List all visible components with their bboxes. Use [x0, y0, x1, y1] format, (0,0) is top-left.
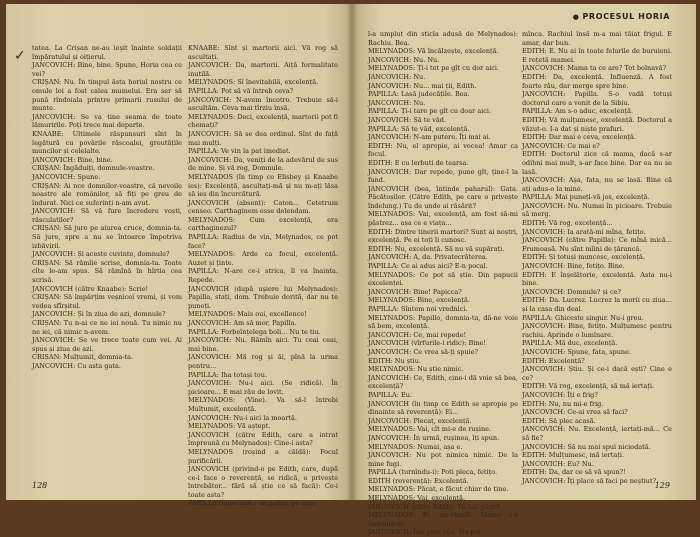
dialogue-line: PAPILLA: Să te văd, excelență.	[368, 124, 470, 133]
dialogue-line: JANCOVICH: Nu-i aici la moartă.	[188, 413, 297, 422]
dialogue-line: mînca. Rachiul însă m-a mai tăiat frigul. E amar, dar bun.	[522, 30, 672, 47]
dialogue-line: JANCOVICH: Bine! Papicca?	[368, 287, 462, 296]
dialogue-line: JANCOVICH: Nu. Rămîn aici. Tu ceai ceai, mai bine.	[188, 336, 338, 353]
right-column-2	[522, 30, 672, 485]
dialogue-line: PAPILLA: Eu.	[368, 390, 412, 399]
dialogue-line: MELYNADOS: Deci, excelență, martorii pot fi chemați?	[188, 112, 338, 130]
right-page	[352, 4, 696, 537]
dialogue-line: MELYNADOS: Vai, cît mi-e de rușine.	[368, 425, 492, 434]
dialogue-line: CRIȘAN: Mulțumit, domnia-ta.	[32, 353, 134, 362]
dialogue-line: JANCOVICH: Plecaț, excelență.	[368, 416, 472, 425]
dialogue-line: MELYNADOS: Arde ca focul, excelență. Auzet și ținte.	[188, 250, 338, 267]
dialogue-line: JANCOVICH: Nu-i aici. (Se ridică). În picioare... E mai rău de lovit.	[188, 379, 338, 396]
dialogue-line: JANCOVICH: Dar repede, pune gît, ține-l la fund.	[368, 167, 518, 185]
dialogue-line: MELYNADOS: Ei, excelență. Mama s-a îmbolnăvit.	[368, 511, 518, 528]
dialogue-line: EDITH: Da, dar ce să vă spun?!	[522, 468, 626, 477]
dialogue-line: EDITH: Da, excelență. Influenză. A fost foarte rău, dar merge spre bine.	[522, 72, 672, 90]
dialogue-line: JANCOVICH: Știu. Și ce-i dacă ești? Cine e ce?	[522, 365, 672, 382]
dialogue-line: JANCOVICH: Nu.	[368, 98, 426, 107]
dialogue-line: JANCOVICH: N-avem încotro. Trebuie să-i ascultăm. Ceva mai tîrziu însă.	[188, 95, 338, 113]
dialogue-line: JANCOVICH: Mă rog și ăi, pînă la urma pentru...	[188, 353, 338, 370]
dialogue-line: EDITH: Nu, nu mi-e frig.	[522, 399, 604, 408]
dialogue-line: PAPILLA: Am s-o aduc, excelență.	[522, 107, 634, 116]
dialogue-line: JANCOVICH: Și în ziua de azi, domnule?	[32, 310, 166, 319]
dialogue-line: JANCOVICH: Se ve trece toate cum vei. Ai spus și ziua de azi.	[32, 336, 182, 353]
dialogue-line: JANCOVICH: Eu? Nu.	[522, 459, 594, 468]
dialogue-line: EDITH: E înșelătorie, excelență. Asta nu-i bine.	[522, 270, 672, 288]
dialogue-line: JANCOVICH: Ia arată-mi mîna, fetițo.	[522, 227, 646, 236]
dialogue-line: l-a umplut din sticla adusă de Melynados): Rachiu. Bea.	[368, 30, 518, 47]
dialogue-line: JANCOVICH (bea, întinde paharul): Gata. Păcătoșilor. (Către Edith, pe care o privește îndelung.) Tu de unde ai răsărit?	[368, 184, 518, 210]
dialogue-line: JANCOVICH: Cu asta gata.	[32, 361, 121, 370]
dialogue-line: EDITH: Să plec acasă.	[522, 416, 596, 425]
dialogue-line: MELYNADOS: Vai, excelență.	[368, 494, 466, 503]
dialogue-line: PAPILLA: Pot să vă întreb ceva?	[188, 86, 294, 95]
dialogue-line: PAPILLA: Ce ai adus aici? E-n pocal.	[368, 262, 488, 271]
dialogue-line: MELYNADOS: Sî înevitabilă, excelență.	[188, 78, 319, 87]
dialogue-line: PAPILLA: Radius de vin, Melynados, ce pot face?	[188, 233, 338, 250]
dialogue-line: MELYNADOS: (Vine). Va să-l întrebi Mulțumit, excelență.	[188, 396, 338, 413]
dialogue-line: JANCOVICH: Bine, bine.	[32, 155, 113, 164]
dialogue-line: EDITH (reverență): Excelență.	[368, 476, 469, 485]
dialogue-line: JANCOVICH: Ce, mai repede!	[368, 330, 467, 339]
right-column-1	[368, 30, 518, 537]
dialogue-line: MELYNADOS: Mais oui, excellence!	[188, 310, 307, 319]
dialogue-line: JANCOVICH: Se va tine seama de toate lămuririle. Poți trece mai departe.	[32, 112, 182, 130]
dialogue-line: JANCOVICH: În urmă, rușinea, îți spun.	[368, 433, 500, 442]
dialogue-line: KNAABE: Ultimele răspunsuri sînt în legătură cu povările răscoalei, greutățile muncilor și celelalte.	[32, 129, 182, 156]
dialogue-line: JANCOVICH: Nu... mai ții, Edith.	[368, 81, 477, 90]
dialogue-line: JANCOVICH (în timp ce Edith se apropie pe dinainte să reverență): Ei...	[368, 399, 518, 417]
dialogue-line: EDITH: Și totuși muncesc, excelență.	[522, 253, 645, 262]
dialogue-line: MELYNADOS: Păcat, e făcut chiar de tine.	[368, 485, 509, 494]
dialogue-line: JANCOVICH: Și aceste cuvinte, domnule?	[32, 250, 170, 259]
dialogue-line: PAPILLA: Ți-i tare pe gît cu doar aici.	[368, 107, 492, 116]
dialogue-line: JANCOVICH (după ușiere lui Melynados): Papilla, stați, dom. Trebuie dorită, dar nu te puneți.	[188, 284, 338, 310]
left-page	[6, 4, 352, 508]
dialogue-line: JANCOVICH: Așa, fata, nu se lasă. Bine că ați adus-o la mine.	[522, 176, 672, 193]
dialogue-line: JANCOVICH: Îmi pare rău. Nu pot	[368, 528, 482, 537]
dialogue-line: EDITH: E. Nu ai în toate felurile de buruieni. E rețetă mamei.	[522, 47, 672, 64]
dialogue-line: EDITH: Nu, excelență. Să nu vă supărați.	[368, 244, 505, 253]
dialogue-line: JANCOVICH (către Knaabe): Scrie!	[32, 284, 149, 293]
dialogue-line: JANCOVICH (privind-o pe Edith, care, după ce-i face o reverență, se ridică, o privește întrebător... fără să știe ce să facă): Ce-i toate asta?	[188, 465, 338, 499]
running-head-text: PROCESUL HORIA	[582, 12, 670, 21]
dialogue-line: JANCOVICH (vîrfurile-i ridic): Bine!	[368, 339, 486, 348]
dialogue-line: CRIȘAN: Tu n-ai ce ne iei nouă. Tu nimic nu ne iei, că nimic n-avem.	[32, 319, 182, 336]
dialogue-line: EDITH: Dar mai e ceva, excelență.	[522, 133, 636, 142]
dialogue-line: MELYNADOS: Cum excelență, era carthaginezul?	[188, 215, 338, 233]
dialogue-line: MELYNADOS: Ți-i tot pe gît cu dor aici.	[368, 64, 500, 73]
dialogue-line: JANCOVICH: Ce-ai vrea să faci?	[522, 408, 628, 417]
bullet-icon: ●	[572, 13, 580, 21]
dialogue-line: EDITH: Vă rog, excelență...	[522, 219, 613, 228]
dialogue-line: JANCOVICH (către Papilla): Ce mînă mică... Frumoasă. Nu sînt mîini de țărancă.	[522, 236, 672, 253]
dialogue-line: CRIȘAN: Să împărțim veșnicei vremi, și vom vedea sfîrșitul.	[32, 293, 182, 310]
dialogue-line: PAPILLA: Ghiceste singur. Nu-i greu.	[522, 313, 644, 322]
dialogue-line: MELYNADOS: Bine, excelență.	[368, 296, 470, 305]
dialogue-line: EDITH: E cu lerbuti de tearsa.	[368, 158, 469, 167]
book-spread	[6, 4, 696, 537]
dialogue-line: EDITH: Dintre tinerii martori? Sunt ai noștri, excelență. Pe ei toți îi cunosc.	[368, 227, 518, 245]
dialogue-line: PAPILLA: Lasă judecățile. Bea.	[368, 90, 470, 99]
margin-mark: ✓	[14, 48, 26, 64]
left-column-1	[32, 44, 182, 476]
dialogue-line: JANCOVICH: Bine, fetițo. Bine.	[522, 262, 625, 271]
dialogue-line: EDITH: Vă rog, excelență, să mă iertați.	[522, 382, 655, 391]
page-number-left: 128	[32, 481, 48, 490]
dialogue-line: PAPILLA: Mă duc, excelență.	[522, 339, 618, 348]
dialogue-line: JANCOVICH: Îți place să faci pe neștiut?	[522, 476, 657, 485]
dialogue-line: JANCOVICH: Spune, fata, spune.	[522, 347, 631, 356]
dialogue-line: EDITH: Vă mulțumesc, excelență. Doctorul a văzut-o. I-a dat și niște prafuri.	[522, 115, 672, 133]
dialogue-line: CRIȘAN: Nu. În timpul ăsta horiul nostru ce omule loi a fost calea mumelui. Era ser să pună rîndoiala printre primarii rusului de munte.	[32, 78, 182, 113]
dialogue-line: CRIȘAN: Să jure pe aiurea cruce, domnia-ta. Să jure, spre a nu se întoarce împotriva izbăvirii.	[32, 224, 182, 250]
dialogue-line: JANCOVICH: Papilla. S-o vadă totuși doctorul care a venit de la Sibiu.	[522, 90, 672, 107]
book-gutter	[346, 4, 358, 500]
dialogue-line: tatea. La Crișan ne-au ieșit înainte soldații împăratului și oițierul.	[32, 44, 182, 61]
left-column-2	[188, 44, 338, 508]
dialogue-line: JANCOVICH: Să vă fure încredere voști, răsculatilor?	[32, 207, 182, 224]
dialogue-line: JANCOVICH: Nu. Numai în picioare. Trebuie să merg.	[522, 201, 672, 219]
dialogue-line: MELYNADOS: Nu știe nimic.	[368, 365, 464, 374]
dialogue-line: MELYNADOS (roșind a căldă): Focul purificării.	[188, 447, 338, 465]
dialogue-line: PAPILLA: Mai puneți-vă jos, excelență.	[522, 193, 650, 202]
dialogue-line: JANCOVICH: Să te văd.	[368, 115, 447, 124]
dialogue-line: CRIȘAN: Ai nce domnilor-voastre, că nevoile noastre ale românilor, să fiți pe greu de îndurat. Nici ce suferinți n-am avut.	[32, 181, 182, 207]
dialogue-line: JANCOVICH: Ce, Edith, cine-i dă voie să bea, excelență?	[368, 373, 518, 391]
dialogue-line: EDITH: Mulțumesc, mă iertați.	[522, 451, 625, 460]
dialogue-line: EDITH: Nu știu.	[368, 356, 422, 365]
dialogue-line: PAPILLA: Sîntem noi vrednici.	[368, 305, 468, 313]
dialogue-line: PAPILLA: Ve vin la pat imediat.	[188, 147, 291, 156]
dialogue-line: EDITH: Nu, el apropie, ai vocea! Amar ca focul.	[368, 141, 518, 159]
dialogue-line: MELYNADOS: Numai, așa e.	[368, 442, 463, 451]
dialogue-line: JANCOVICH: Ce vrea să-ți spuie?	[368, 347, 479, 356]
dialogue-line: JANCOVICH: Am să mor, Papilla.	[188, 319, 297, 327]
dialogue-line: MELYNADOS: Papillo, domnia-ta, dă-ne voie să bem, excelență.	[368, 313, 518, 331]
dialogue-line: JANCOVICH: Să nu mai spui niciodată.	[522, 442, 651, 451]
dialogue-line: PAPILLA (turnîndu-i): Poti pleca, fetițo.	[368, 468, 498, 477]
dialogue-line: CRIȘAN: Îngăduiți, domnule-voastre.	[32, 164, 155, 173]
dialogue-line: PAPILLA: N-are ce-i strica, îl va înainta. Repede.	[188, 267, 338, 285]
dialogue-line: JANCOVICH: Să se dea ordinul. Sînt de față mai mulți.	[188, 129, 338, 147]
dialogue-line: JANCOVICH: Nu pot nimica nimic. De la mine fugi.	[368, 451, 518, 468]
dialogue-line: JANCOVICH: Da, veniți de la adevărul de sus de mine. Și vă rog, Domnule.	[188, 155, 338, 173]
dialogue-line: MELYNADOS: Vă aștept.	[188, 422, 271, 431]
dialogue-line: CRIȘAN: Să rămîie scrise, domnia-ta. Toate cîte le-am spus. Să rămînă în hîrtia cea scrisă.	[32, 258, 182, 285]
dialogue-line: PAPILLA: Iha totași tou.	[188, 370, 267, 379]
dialogue-line: JANCOVICH: Bine, fetițo. Mulțumesc pentru rachiu. Aprinde o lumînare.	[522, 322, 672, 339]
dialogue-line: MELYNADOS: Ce pot să știe. Din papucii excelenței.	[368, 270, 518, 288]
dialogue-line: JANCOVICH: Domnule? și ce?	[522, 287, 621, 296]
dialogue-line: JANCOVICH: Ce mai e?	[522, 141, 600, 150]
dialogue-line: JANCOVICH: Mama ta ce are? Tot bolnavă?	[522, 64, 667, 73]
dialogue-line: EDITH: Excelență?	[522, 356, 585, 365]
dialogue-line: MELYNADOS (în timp ce Elisbey și Knaabe ies): Excelență, ascultați-mă și nu m-ați lăsa să ies din încurcătură.	[188, 172, 338, 199]
dialogue-line: JANCOVICH (către Edith, care a intrat împreună cu Melynados): Cine-i asta?	[188, 430, 338, 448]
dialogue-line: JANCOVICH: Nu.	[368, 72, 426, 81]
running-head	[573, 12, 670, 21]
dialogue-line: MELYNADOS: Vă încălzește, excelență.	[368, 47, 499, 56]
dialogue-line: JANCOVICH: Nu. Nu.	[368, 55, 440, 64]
dialogue-line: JANCOVICH (absent): Caton... Cetetrum censeo. Carthaginem esse delendam.	[188, 198, 338, 216]
dialogue-line: PAPILLA (înlocuind-i un pahar, pe care	[188, 499, 316, 508]
dialogue-line: JANCOVICH: A, da. Privatecrăterea.	[368, 253, 488, 262]
dialogue-line: KNAABE: Sînt și martorii aici. Vă rog să ascultați.	[188, 44, 338, 61]
dialogue-line: EDITH: Da. Lucrez. Lucrez la morii cu ziua... și la casa din deal.	[522, 296, 672, 313]
dialogue-line: EDITH: Doctorul zice că mama, dacă s-ar odihni mai mult, s-ar face bine. Dar ea nu se lasă.	[522, 150, 672, 176]
dialogue-line: JANCOVICH: Bine, bine. Spune, Horia cea ce vei?	[32, 61, 182, 78]
page-number-right: 129	[654, 481, 670, 490]
dialogue-line: JANCOVICH: Nu. Excelență, iertați-mă... Ce să fie?	[522, 425, 672, 442]
dialogue-line: JANCOVICH: Da, martorii. Aiță formalitate inutilă.	[188, 61, 338, 78]
dialogue-line: PAPILLA: Forbeînțelega boli... Nu te tiu.	[188, 327, 321, 336]
dialogue-line: JANCOVICH (către Edith): Tu l-ai găsit?	[368, 502, 500, 511]
dialogue-line: MELYNADOS: Vai, excelență, am fost să-mi păstrez... așa ce e viața...	[368, 210, 518, 228]
dialogue-line: JANCOVICH: Îți e frig?	[522, 390, 598, 399]
dialogue-line: JANCOVICH: Spune.	[32, 172, 101, 181]
dialogue-line: JANCOVICH: N-am putere. Îți mai ai.	[368, 133, 491, 142]
